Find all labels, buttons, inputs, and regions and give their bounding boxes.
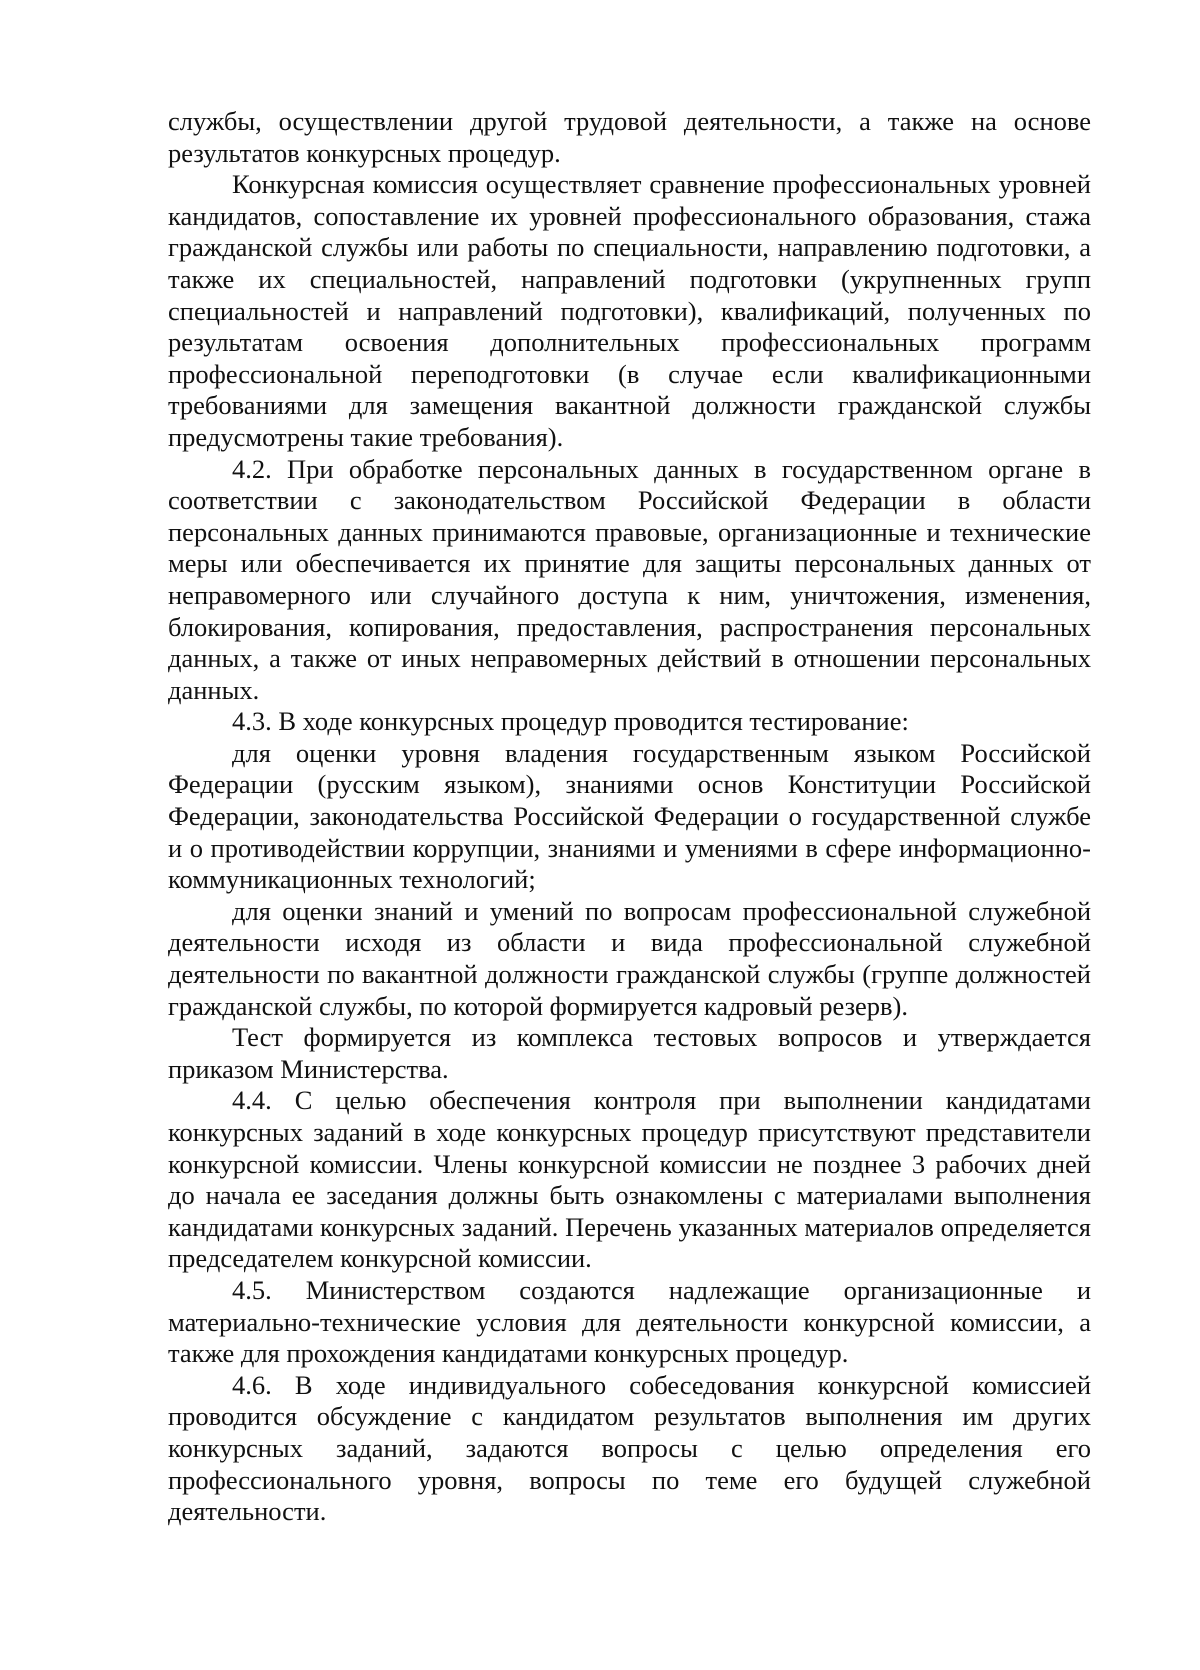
paragraph-commission-comparison: Конкурсная комиссия осуществляет сравнение профессиональных уровней кандидатов, сопоставление их уровней профессионального образования, стажа гражданской службы или работы по специальности, направлению подготовки, а также их специальностей, направлений подготовки (укрупненных групп специальностей и направлений подготовки), квалификаций, полученных по результатам освоения дополнительных профессиональных программ профессиональной переподготовки (в случае если квалификационными требованиями для замещения вакантной должности гражданской службы предусмотрены такие требования). [168,169,1091,452]
paragraph-4-3-b: для оценки знаний и умений по вопросам профессиональной служебной деятельности исходя из области и вида профессиональной служебной деятельности по вакантной должности гражданской службы (группе должностей гражданской службы, по которой формируется кадровый резерв). [168,895,1091,1021]
paragraph-4-3: 4.3. В ходе конкурсных процедур проводится тестирование: [232,706,909,737]
paragraph-4-4: 4.4. С целью обеспечения контроля при выполнении кандидатами конкурсных заданий в ходе конкурсных процедур присутствуют представители конкурсной комиссии. Члены конкурсной комиссии не позднее 3 рабочих дней до начала ее заседания должны быть ознакомлены с материалами выполнения кандидатами конкурсных заданий. Перечень указанных материалов определяется председателем конкурсной комиссии. [168,1085,1091,1274]
paragraph-4-3-a: для оценки уровня владения государственным языком Российской Федерации (русским языком), знаниями основ Конституции Российской Федерации, законодательства Российской Федерации о государственной службе и о противодействии коррупции, знаниями и умениями в сфере информационно-коммуникационных технологий; [168,737,1091,895]
paragraph-4-6: 4.6. В ходе индивидуального собеседования конкурсной комиссией проводится обсуждение с кандидатом результатов выполнения им других конкурсных заданий, задаются вопросы с целью определения его профессионального уровня, вопросы по теме его будущей служебной деятельности. [168,1369,1091,1527]
paragraph-4-5: 4.5. Министерством создаются надлежащие организационные и материально-технические условия для деятельности конкурсной комиссии, а также для прохождения кандидатами конкурсных процедур. [168,1274,1091,1369]
paragraph-test: Тест формируется из комплекса тестовых вопросов и утверждается приказом Министерства. [168,1022,1091,1084]
document-page [168,106,1091,1606]
paragraph-continuation: службы, осуществлении другой трудовой деятельности, а также на основе результатов конкурсных процедур. [168,106,1091,168]
paragraph-4-2: 4.2. При обработке персональных данных в государственном органе в соответствии с законодательством Российской Федерации в области персональных данных принимаются правовые, организационные и технические меры или обеспечивается их принятие для защиты персональных данных от неправомерного или случайного доступа к ним, уничтожения, изменения, блокирования, копирования, предоставления, распространения персональных данных, а также от иных неправомерных действий в отношении персональных данных. [168,453,1091,705]
